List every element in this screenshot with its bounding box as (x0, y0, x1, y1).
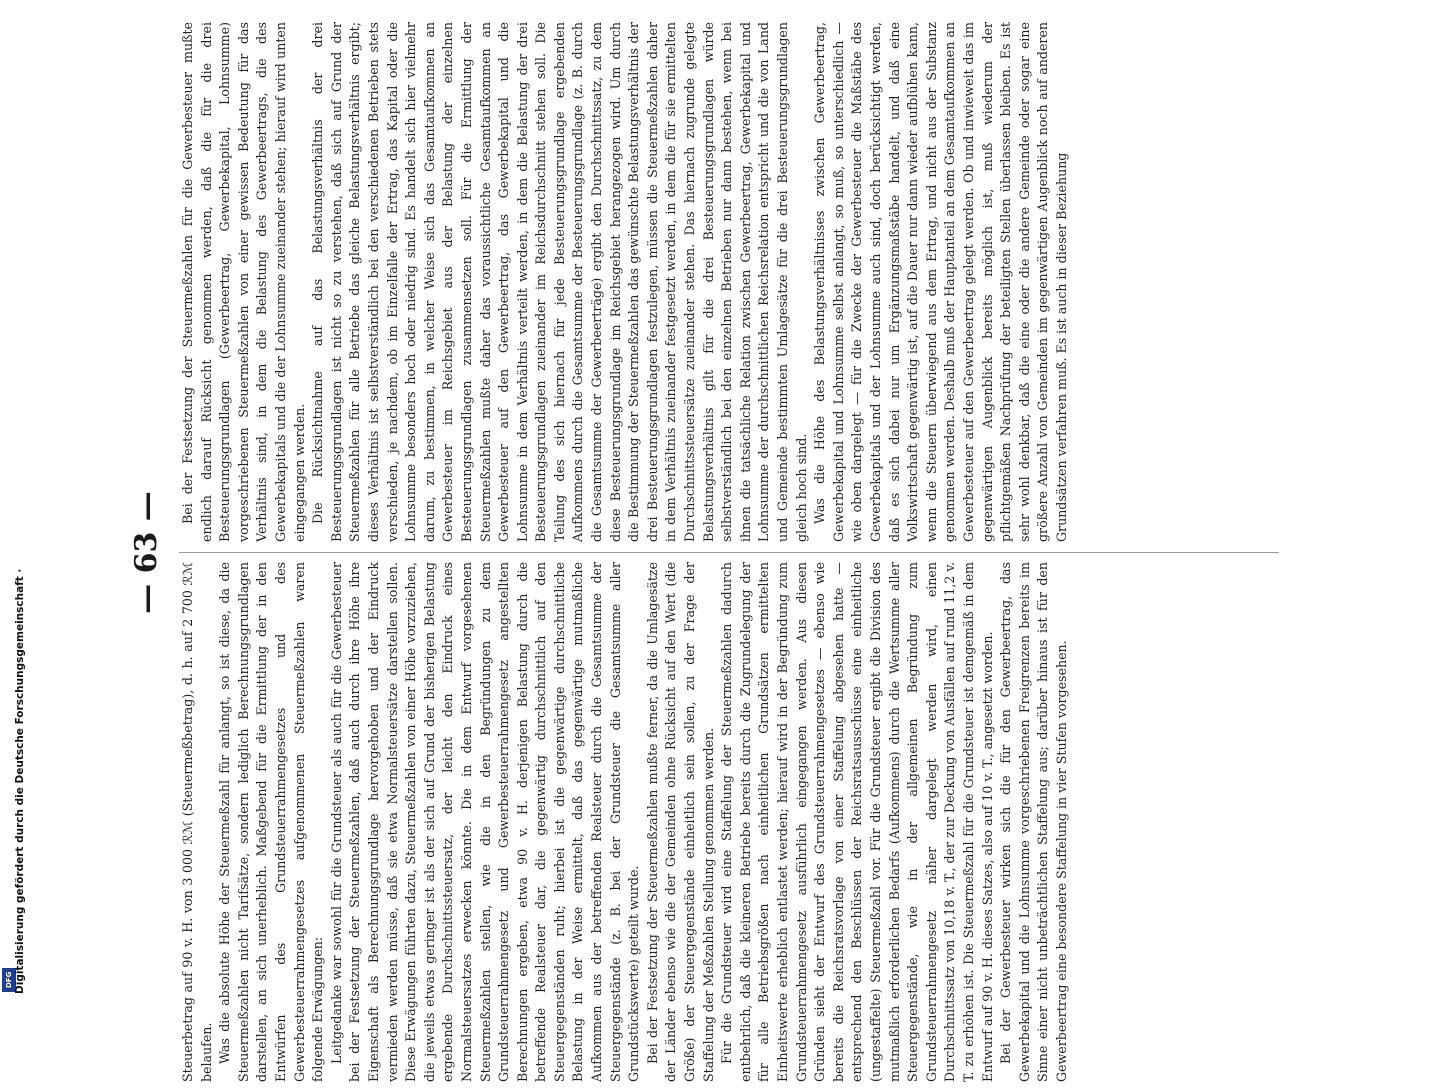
paragraph: Was die absolute Höhe der Steuermeßzahl für anlangt, so ist diese, da die Steuermeßzahlen nicht Tarifsätze, sondern lediglich Berechnungsgrundlagen darstellen, an sich unerheblich. Maßgebend für die Ermittlung der in den Entwürfen des Grundsteuerrahmengesetzes und des Gewerbesteuerrahmengesetzes aufgenommenen Steuermeßzahlen waren folgende Erwägungen: (217, 562, 326, 1082)
paragraph: Steuerbetrag auf 90 v. H. von 3 000 ℛℳ (Steuermeßbetrag), d. h. auf 2 700 ℛℳ belaufen. (180, 562, 214, 1082)
dfg-logo: DFG (2, 968, 16, 992)
paragraph: Für die Grundsteuer wird eine Staffelung der Steuermeßzahlen dadurch entbehrlich, daß die kleineren Betriebe bereits durch die Zugrundelegung der für alle Betriebsgrößen nach einheitlichen Grundsätzen ermittelten Einheitswerte erheblich entlastet werden; hierauf wird in der Begründung zum Grundsteuerrahmengesetz ausführlich eingegangen werden. Aus diesen Gründen sieht der Entwurf des Grundsteuerrahmengesetzes — ebenso wie bereits die Reichsratsvorlage von einer Staffelung abgesehen hatte — entsprechend den Beschlüssen der Reichsratsausschüsse eine einheitliche (ungestaffelte) Steuermeßzahl vor. Für die Grundsteuer ergibt die Division des mutmaßlich erforderlichen Bedarfs (Aufkommens) durch die Wertsumme aller Steuergegenstände, wie in der allgemeinen Begründung zum Grundsteuerrahmengesetz näher dargelegt werden wird, einen Durchschnittssatz von 10,18 v. T., der zur Deckung von Ausfällen auf rund 11,2 v. T. zu erhöhen ist. Die Steuermeßzahl für die Grundsteuer ist demgemäß in dem Entwurf auf 90 v. H. dieses Satzes, also auf 10 v. T., angesetzt worden. (719, 562, 995, 1082)
paragraph: Bei der Gewerbesteuer wirken sich die für den Gewerbeertrag, das Gewerbekapital und die Lohnsumme vorgeschriebenen Freigrenzen bereits im Sinne einer nicht unbeträchtlichen Staffelung aus; darüber hinaus ist für den Gewerbeertrag eine besondere Staffelung in vier Stufen vorgesehen. (998, 562, 1069, 1082)
digitization-note: Digitalisierung gefördert durch die Deutsche Forschungsgemeinschaft · (14, 568, 26, 994)
paragraph: Bei der Festsetzung der Steuermeßzahlen für die Gewerbesteuer mußte endlich darauf Rücksicht genommen werden, daß die für die drei Besteuerungsgrundlagen (Gewerbeertrag, Gewerbekapital, Lohnsumme) vorgeschriebenen Steuermeßzahlen von einer gewissen Bedeutung für das Verhältnis sind, in dem die Belastung des Gewerbeertrags, die des Gewerbekapitals und die der Lohnsumme zueinander stehen; hierauf wird unten eingegangen werden. (180, 22, 307, 542)
paragraph: Bei der Festsetzung der Steuermeßzahlen mußte ferner, da die Umlagesätze der Länder ebenso wie die der Gemeinden ohne Rücksicht auf den Wert (die Größe) der Steuergegenstände einheitlich sein sollen, zu der Frage der Staffelung der Meßzahlen Stellung genommen werden. (644, 562, 716, 1082)
column-divider (179, 552, 1279, 553)
paragraph: Was die Höhe des Belastungsverhältnisses zwischen Gewerbeertrag, Gewerbekapital und Lohnsumme selbst anlangt, so muß, so unterschiedlich — wie oben dargelegt — für die Zwecke der Gewerbesteuer die Maßstäbe des Gewerbekapitals und der Lohnsumme auch sind, doch berücksichtigt werden, daß es sich dabei nur um Ergänzungsmaßstäbe handelt, und daß eine Volkswirtschaft gegenwärtig ist, auf die Dauer nur dann wieder aufblühen kann, wenn die Steuern überwiegend aus dem Ertrag, und nicht aus der Substanz genommen werden. Deshalb muß der Hauptanteil an dem Gesamtaufkommen an Gewerbesteuer auf den Gewerbeertrag gelegt werden. Ob und inwieweit das im gegenwärtigen Augenblick bereits möglich ist, muß wiederum der pflichtgemäßen Nachprüfung der beteiligten Stellen überlassen bleiben. Es ist sehr wohl denkbar, daß die eine oder die andere Gemeinde oder sogar eine größere Anzahl von Gemeinden im gegenwärtigen Augenblick noch auf anderen Grundsätzen verfahren muß. Es ist auch in dieser Beziehung (812, 22, 1069, 542)
paragraph: Die Rücksichtnahme auf das Belastungsverhältnis der drei Besteuerungsgrundlagen ist nicht so zu verstehen, daß sich auf Grund der Steuermeßzahlen für alle Betriebe das gleiche Belastungsverhältnis ergibt; dieses Verhältnis ist selbstverständlich bei den verschiedenen Betrieben stets verschieden, je nachdem, ob im Einzelfalle der Ertrag, das Kapital oder die Lohnsumme besonders hoch oder niedrig sind. Es handelt sich hier vielmehr darum, zu bestimmen, in welcher Weise sich das Gesamtaufkommen an Gewerbesteuer im Reichsgebiet aus der Belastung der einzelnen Besteuerungsgrundlagen zusammensetzen soll. Für die Ermittlung der Steuermeßzahlen mußte daher das voraussichtliche Gesamtaufkommen an Gewerbesteuer auf den Gewerbeertrag, das Gewerbekapital und die Lohnsumme in dem Verhältnis verteilt werden, in dem die Belastung der drei Besteuerungsgrundlagen zueinander im Reichsdurchschnitt stehen soll. Die Teilung des sich hiernach für jede Besteuerungsgrundlage ergebenden Aufkommens durch die Gesamtsumme der Besteuerungsgrundlage (z. B. durch die Gesamtsumme der Gewerbeerträge) ergibt den Durchschnittssatz, zu dem diese Besteuerungsgrundlage im Reichsgebiet herangezogen wird. Um durch die Bestimmung der Steuermeßzahlen das gewünschte Belastungsverhältnis der drei Besteuerungsgrundlagen festzulegen, müssen die Steuermeßzahlen daher in dem Verhältnis zueinander festgesetzt werden, in dem die für sie ermittelten Durchschnittssteuersätze zueinander stehen. Das hiernach zugrunde gelegte Belastungsverhältnis gilt für die drei Besteuerungsgrundlagen würde selbstverständlich bei den einzelnen Betrieben nur dann bestehen, wenn bei ihnen die tatsächliche Relation zwischen Gewerbeertrag, Gewerbekapital und Lohnsumme der durchschnittlichen Reichsrelation entspricht und die von Land und Gemeinde bestimmten Umlagesätze für die drei Besteuerungsgrundlagen gleich hoch sind. (310, 22, 809, 542)
paragraph: Leitgedanke war sowohl für die Grundsteuer als auch für die Gewerbesteuer bei der Festsetzung der Steuermeßzahlen, daß auch durch ihre Höhe ihre Eigenschaft als Berechnungsgrundlage hervorgehoben und der Eindruck vermieden werden müsse, daß sie etwa Normalsteuersätze darstellen sollen. Diese Erwägungen führten dazu, Steuermeßzahlen von einer Höhe vorzuziehen, die jeweils etwas geringer ist als der sich auf Grund der bisherigen Belastung ergebende Durchschnittssteuersatz, der leicht den Eindruck eines Normalsteuersatzes erwecken könnte. Die in dem Entwurf vorgesehenen Steuermeßzahlen stellen, wie die in den Begründungen zu dem Grundsteuerrahmengesetz und Gewerbesteuerrahmengesetz angestellten Berechnungen ergeben, etwa 90 v. H. derjenigen Belastung durch die betreffende Realsteuer dar, die gegenwärtig durchschnittlich auf den Steuergegenständen ruht; hierbei ist die gegenwärtige durchschnittliche Belastung in der Weise ermittelt, daß das gegenwärtige mutmaßliche Aufkommen aus der betreffenden Realsteuer durch die Gesamtsumme der Steuergegenstände (z. B. bei der Grundsteuer die Gesamtsumme aller Grundstückswerte) geteilt wurde. (328, 562, 642, 1082)
rotated-page (117, 15, 1298, 1090)
right-column (179, 22, 1289, 542)
page-header (117, 15, 177, 1090)
page-number: — 63 — (129, 491, 164, 614)
left-column (179, 562, 1289, 1082)
left-margin-strip (0, 0, 26, 1000)
